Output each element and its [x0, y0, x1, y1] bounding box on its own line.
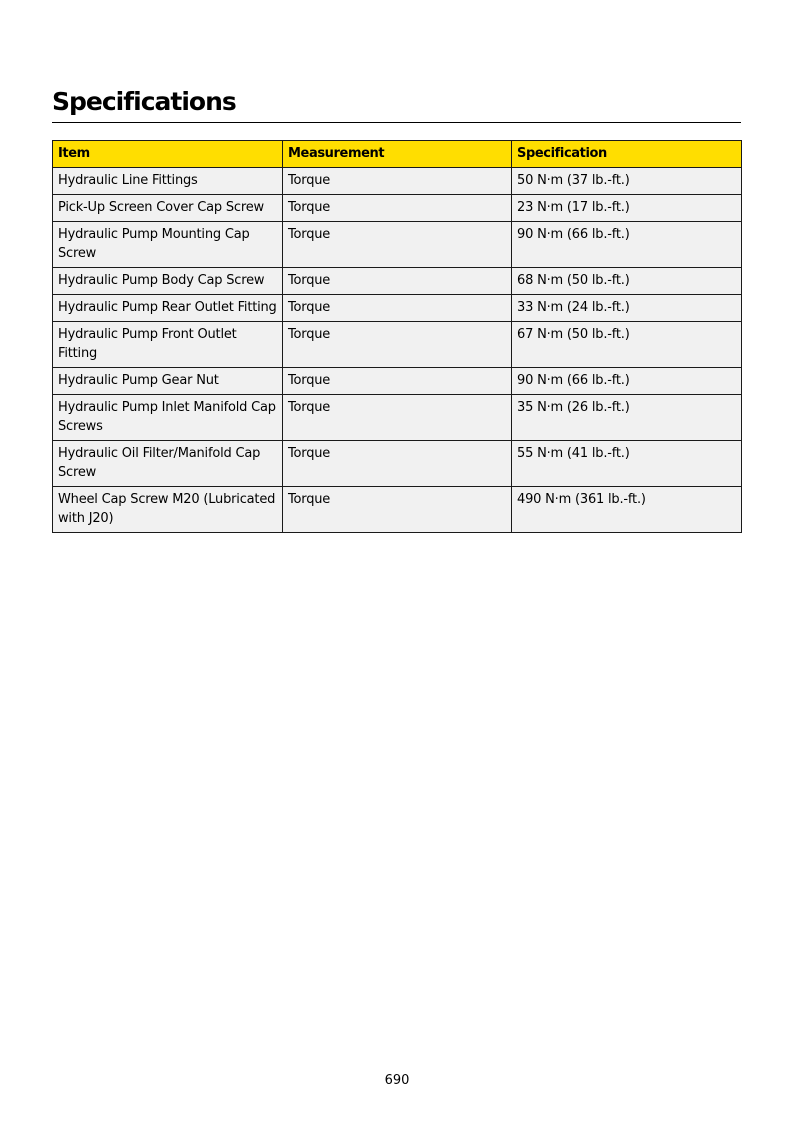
table-row: [53, 487, 742, 533]
table-row: [53, 222, 742, 268]
cell-specification: 55 N·m (41 lb.-ft.): [512, 441, 742, 487]
cell-specification: 90 N·m (66 lb.-ft.): [512, 368, 742, 395]
header-measurement: Measurement: [283, 141, 512, 168]
cell-measurement: Torque: [283, 368, 512, 395]
table-row: [53, 395, 742, 441]
cell-item: Hydraulic Pump Inlet Manifold Cap Screws: [53, 395, 283, 441]
cell-specification: 23 N·m (17 lb.-ft.): [512, 195, 742, 222]
cell-item: Pick-Up Screen Cover Cap Screw: [53, 195, 283, 222]
cell-item: Hydraulic Pump Gear Nut: [53, 368, 283, 395]
table-row: [53, 295, 742, 322]
table-row: [53, 322, 742, 368]
cell-measurement: Torque: [283, 295, 512, 322]
cell-item: Hydraulic Pump Mounting Cap Screw: [53, 222, 283, 268]
title-rule: [52, 122, 741, 123]
header-row: [53, 141, 742, 168]
cell-specification: 68 N·m (50 lb.-ft.): [512, 268, 742, 295]
table-body: [53, 168, 742, 533]
page-number: 690: [384, 1073, 410, 1088]
cell-item: Hydraulic Line Fittings: [53, 168, 283, 195]
cell-specification: 33 N·m (24 lb.-ft.): [512, 295, 742, 322]
page-title: Specifications: [52, 87, 236, 116]
cell-specification: 490 N·m (361 lb.-ft.): [512, 487, 742, 533]
header-specification: Specification: [512, 141, 742, 168]
header-item: Item: [53, 141, 283, 168]
table-row: [53, 195, 742, 222]
cell-measurement: Torque: [283, 395, 512, 441]
cell-specification: 35 N·m (26 lb.-ft.): [512, 395, 742, 441]
cell-measurement: Torque: [283, 268, 512, 295]
cell-specification: 50 N·m (37 lb.-ft.): [512, 168, 742, 195]
table-row: [53, 268, 742, 295]
cell-item: Hydraulic Pump Front Outlet Fitting: [53, 322, 283, 368]
cell-item: Hydraulic Pump Body Cap Screw: [53, 268, 283, 295]
table-row: [53, 168, 742, 195]
cell-specification: 90 N·m (66 lb.-ft.): [512, 222, 742, 268]
cell-measurement: Torque: [283, 195, 512, 222]
table-header: [53, 141, 742, 168]
cell-measurement: Torque: [283, 487, 512, 533]
cell-item: Wheel Cap Screw M20 (Lubricated with J20): [53, 487, 283, 533]
cell-measurement: Torque: [283, 222, 512, 268]
cell-item: Hydraulic Oil Filter/Manifold Cap Screw: [53, 441, 283, 487]
cell-measurement: Torque: [283, 322, 512, 368]
cell-item: Hydraulic Pump Rear Outlet Fitting: [53, 295, 283, 322]
table-row: [53, 441, 742, 487]
table-row: [53, 368, 742, 395]
cell-measurement: Torque: [283, 441, 512, 487]
cell-specification: 67 N·m (50 lb.-ft.): [512, 322, 742, 368]
specifications-table: [52, 140, 742, 533]
cell-measurement: Torque: [283, 168, 512, 195]
